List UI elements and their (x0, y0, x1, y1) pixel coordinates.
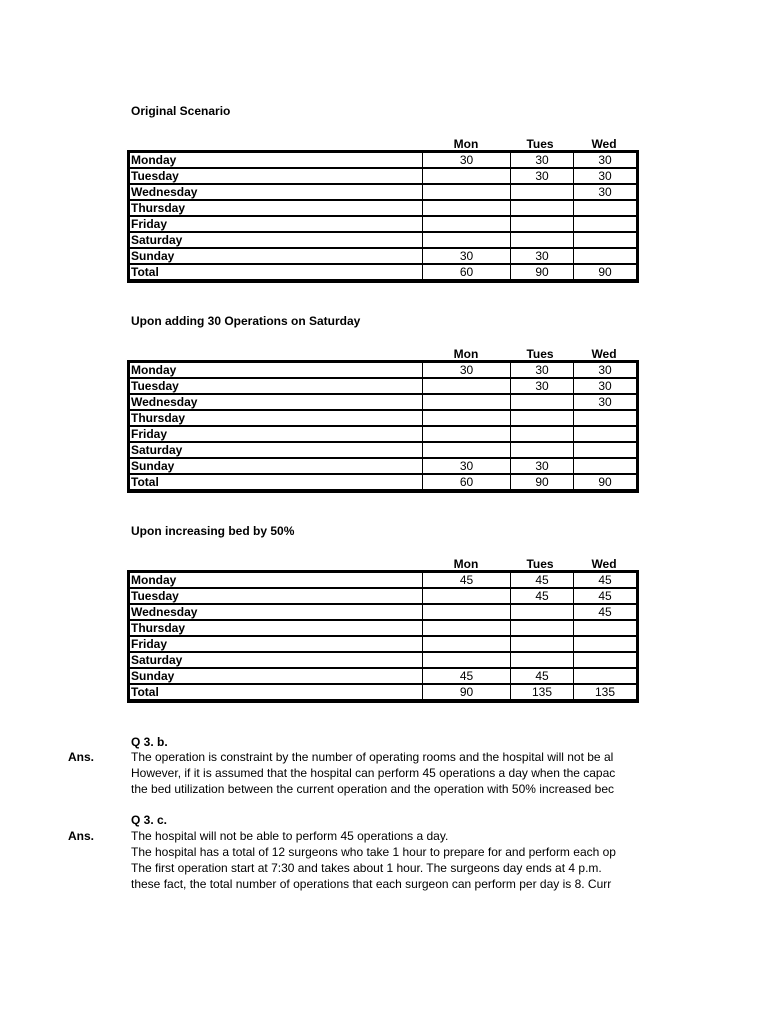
table-cell (574, 216, 637, 232)
table-cell (574, 410, 637, 426)
table-cell: 45 (511, 588, 574, 604)
table-cell (574, 652, 637, 668)
row-label: Total (130, 474, 423, 490)
table-cell (574, 248, 637, 264)
row-label: Tuesday (130, 378, 423, 394)
table-row (130, 573, 637, 589)
row-label: Saturday (130, 652, 423, 668)
schedule-table-saturday (129, 362, 637, 491)
table-cell (574, 442, 637, 458)
table-cell (423, 620, 511, 636)
table-cell: 90 (574, 474, 637, 490)
table-cell (423, 588, 511, 604)
table-cell (574, 458, 637, 474)
table-cell: 30 (423, 363, 511, 379)
row-label: Thursday (130, 620, 423, 636)
col-header-mon: Mon (453, 137, 479, 151)
row-label: Friday (130, 636, 423, 652)
table-cell: 90 (423, 684, 511, 700)
row-label: Sunday (130, 668, 423, 684)
table-cell (511, 184, 574, 200)
table-cell (423, 442, 511, 458)
table-cell (574, 636, 637, 652)
row-label: Thursday (130, 200, 423, 216)
row-label: Friday (130, 426, 423, 442)
table-cell (423, 636, 511, 652)
table-cell: 30 (423, 458, 511, 474)
answer-label-3c: Ans. (68, 829, 95, 843)
row-label: Tuesday (130, 168, 423, 184)
table-row (130, 410, 637, 426)
table-row (130, 394, 637, 410)
table-cell (423, 410, 511, 426)
row-label: Wednesday (130, 184, 423, 200)
table-row (130, 153, 637, 169)
table-row (130, 458, 637, 474)
table-cell (423, 216, 511, 232)
table-cell: 90 (511, 264, 574, 280)
table-cell: 30 (511, 363, 574, 379)
question-label-3b: Q 3. b. (131, 735, 168, 749)
schedule-table-original (129, 152, 637, 281)
row-label: Saturday (130, 442, 423, 458)
table-row (130, 636, 637, 652)
total-row (130, 264, 637, 280)
col-header-tues: Tues (526, 557, 554, 571)
table-cell (574, 232, 637, 248)
answer-line: The hospital has a total of 12 surgeons who take 1 hour to prepare for and perform each op (131, 845, 616, 859)
row-label: Friday (130, 216, 423, 232)
section-title-beds: Upon increasing bed by 50% (131, 524, 295, 538)
answer-text-3c (131, 828, 638, 892)
table-cell: 60 (423, 264, 511, 280)
row-label: Wednesday (130, 394, 423, 410)
row-label: Monday (130, 153, 423, 169)
table-cell (511, 394, 574, 410)
table-cell: 30 (511, 458, 574, 474)
col-header-mon: Mon (453, 557, 479, 571)
row-label: Saturday (130, 232, 423, 248)
answer-line: the bed utilization between the current operation and the operation with 50% increased bec (131, 782, 614, 796)
table-cell (423, 184, 511, 200)
table-row (130, 184, 637, 200)
row-label: Tuesday (130, 588, 423, 604)
col-header-tues: Tues (526, 137, 554, 151)
table-cell (511, 604, 574, 620)
table-cell: 90 (574, 264, 637, 280)
table-row (130, 248, 637, 264)
table-cell: 90 (511, 474, 574, 490)
answer-line: The first operation start at 7:30 and takes about 1 hour. The surgeons day ends at 4 p.m. (131, 861, 602, 875)
table-row (130, 604, 637, 620)
table-cell: 30 (423, 248, 511, 264)
table-row (130, 588, 637, 604)
table-cell (423, 426, 511, 442)
answer-line: However, if it is assumed that the hospital can perform 45 operations a day when the capac (131, 766, 616, 780)
col-header-wed: Wed (591, 557, 617, 571)
total-row (130, 684, 637, 700)
table-cell: 45 (574, 588, 637, 604)
table-cell: 60 (423, 474, 511, 490)
table-cell: 30 (574, 363, 637, 379)
table-cell: 135 (511, 684, 574, 700)
table-cell: 30 (574, 378, 637, 394)
table-cell (423, 168, 511, 184)
table-row (130, 442, 637, 458)
table-cell: 30 (574, 184, 637, 200)
table-cell: 30 (574, 168, 637, 184)
table-cell (511, 410, 574, 426)
row-label: Wednesday (130, 604, 423, 620)
row-label: Total (130, 684, 423, 700)
table-cell: 30 (423, 153, 511, 169)
question-label-3c: Q 3. c. (131, 813, 168, 827)
table-cell: 30 (511, 378, 574, 394)
table-cell (574, 200, 637, 216)
col-header-mon: Mon (453, 347, 479, 361)
row-label: Monday (130, 363, 423, 379)
table-cell: 30 (574, 153, 637, 169)
table-cell: 45 (423, 668, 511, 684)
col-header-wed: Wed (591, 137, 617, 151)
table-cell (423, 652, 511, 668)
table-cell (511, 426, 574, 442)
table-cell: 45 (511, 668, 574, 684)
table-row (130, 668, 637, 684)
table-cell (511, 652, 574, 668)
section-title-original: Original Scenario (131, 104, 231, 118)
table-cell (511, 636, 574, 652)
row-label: Total (130, 264, 423, 280)
table-row (130, 378, 637, 394)
table-cell (511, 216, 574, 232)
table-cell: 30 (511, 248, 574, 264)
table-cell (574, 668, 637, 684)
col-header-wed: Wed (591, 347, 617, 361)
table-row (130, 620, 637, 636)
table-cell: 30 (511, 168, 574, 184)
col-header-tues: Tues (526, 347, 554, 361)
table-cell (423, 604, 511, 620)
row-label: Thursday (130, 410, 423, 426)
table-row (130, 652, 637, 668)
answer-text-3b (131, 749, 638, 797)
table-row (130, 232, 637, 248)
table-cell (574, 620, 637, 636)
table-cell (574, 426, 637, 442)
table-cell: 45 (574, 604, 637, 620)
table-cell (511, 620, 574, 636)
table-cell (511, 200, 574, 216)
table-cell (423, 200, 511, 216)
row-label: Monday (130, 573, 423, 589)
table-cell: 45 (423, 573, 511, 589)
table-cell (511, 232, 574, 248)
row-label: Sunday (130, 458, 423, 474)
section-title-saturday: Upon adding 30 Operations on Saturday (131, 314, 361, 328)
table-cell (511, 442, 574, 458)
answer-line: The hospital will not be able to perform 45 operations a day. (131, 829, 449, 843)
row-label: Sunday (130, 248, 423, 264)
answer-label-3b: Ans. (68, 750, 95, 764)
table-cell: 135 (574, 684, 637, 700)
table-cell (423, 394, 511, 410)
answer-line: The operation is constraint by the number of operating rooms and the hospital will not be al (131, 750, 614, 764)
table-row (130, 363, 637, 379)
table-row (130, 200, 637, 216)
table-cell (423, 378, 511, 394)
table-cell: 45 (574, 573, 637, 589)
total-row (130, 474, 637, 490)
table-cell: 45 (511, 573, 574, 589)
table-cell (423, 232, 511, 248)
table-cell: 30 (511, 153, 574, 169)
answer-line: these fact, the total number of operations that each surgeon can perform per day is 8. Curr (131, 877, 612, 891)
table-row (130, 168, 637, 184)
table-row (130, 216, 637, 232)
table-row (130, 426, 637, 442)
schedule-table-beds (129, 572, 637, 701)
table-cell: 30 (574, 394, 637, 410)
